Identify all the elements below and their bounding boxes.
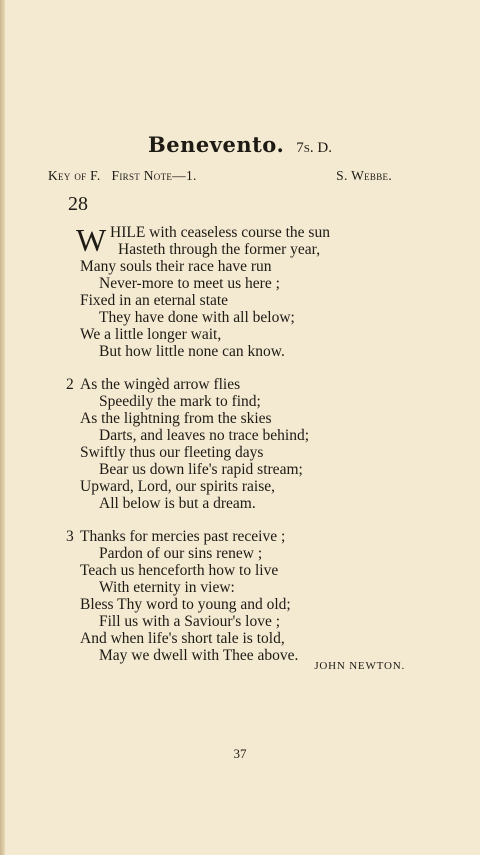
verse-line: Teach us henceforth how to live bbox=[80, 562, 279, 579]
verse-line: Hasteth through the former year, bbox=[118, 241, 321, 258]
verse-number: 3 bbox=[66, 528, 74, 545]
verse-line: But how little none can know. bbox=[99, 343, 285, 360]
verse-line: Pardon of our sins renew ; bbox=[99, 545, 263, 562]
verse-line: And when life's short tale is told, bbox=[80, 630, 285, 647]
verse-line: As the lightning from the skies bbox=[80, 410, 272, 427]
verse-line bbox=[66, 528, 406, 545]
tune-name: Benevento. bbox=[148, 132, 285, 157]
line-text: As the wingèd arrow flies bbox=[80, 376, 241, 393]
verse-line: With eternity in view: bbox=[99, 579, 235, 596]
verse-line: Darts, and leaves no trace behind; bbox=[99, 427, 310, 444]
verse-line: Bless Thy word to young and old; bbox=[80, 596, 291, 613]
key-info bbox=[48, 168, 197, 184]
verse-line: Speedily the mark to find; bbox=[99, 393, 261, 410]
key-label: Key of F. bbox=[48, 168, 101, 183]
page-edge bbox=[0, 0, 5, 855]
stanza-3 bbox=[66, 528, 406, 664]
page-number: 37 bbox=[233, 746, 247, 761]
tune-heading bbox=[0, 132, 480, 157]
first-note-label: First Note—1. bbox=[111, 168, 197, 183]
meter: 7s. D. bbox=[296, 140, 332, 156]
stanza-1 bbox=[66, 224, 406, 360]
verse-line: Bear us down life's rapid stream; bbox=[99, 461, 303, 478]
verse-line: Fixed in an eternal state bbox=[80, 292, 229, 309]
verse-line: Swiftly thus our fleeting days bbox=[80, 444, 264, 461]
verse-line: Upward, Lord, our spirits raise, bbox=[80, 478, 275, 495]
composer: S. Webbe. bbox=[336, 168, 392, 183]
author-attribution: JOHN NEWTON. bbox=[314, 660, 405, 672]
verse-line: They have done with all below; bbox=[99, 309, 295, 326]
verse-line bbox=[66, 376, 406, 393]
line-text: Thanks for mercies past receive ; bbox=[80, 528, 286, 545]
verse-line: All below is but a dream. bbox=[99, 495, 256, 512]
verse-line: We a little longer wait, bbox=[80, 326, 222, 343]
verse-line: Fill us with a Saviour's love ; bbox=[99, 613, 281, 630]
verse-line: Never-more to meet us here ; bbox=[99, 275, 280, 292]
verse-number: 2 bbox=[66, 376, 74, 393]
line-text: HILE with ceaseless course the sun bbox=[110, 224, 330, 241]
drop-cap: W bbox=[76, 222, 107, 258]
hymn-text bbox=[66, 224, 406, 680]
stanza-2 bbox=[66, 376, 406, 512]
tune-info bbox=[48, 168, 392, 184]
verse-line: Many souls their race have run bbox=[80, 258, 272, 275]
hymn-number: 28 bbox=[68, 193, 88, 215]
verse-line: May we dwell with Thee above. bbox=[99, 647, 299, 664]
